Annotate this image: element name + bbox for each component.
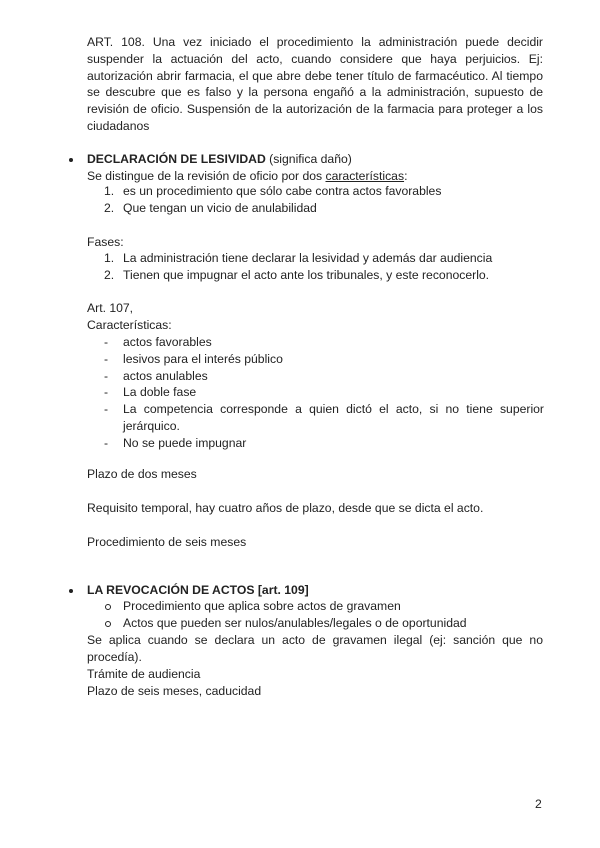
list-item xyxy=(104,200,544,217)
list-item xyxy=(104,267,544,284)
list-item xyxy=(104,351,544,368)
list-item xyxy=(104,401,544,435)
list-number: 2. xyxy=(104,200,115,215)
list-number: 1. xyxy=(104,251,115,265)
section-heading-lesividad xyxy=(87,151,543,168)
list-number: 1. xyxy=(104,184,115,198)
intro-suffix: : xyxy=(404,169,408,183)
bullet-icon xyxy=(69,589,73,593)
intro-underlined-word: características xyxy=(325,169,405,183)
list-text: No se puede impugnar xyxy=(123,435,247,450)
list-item xyxy=(104,368,544,385)
phases-list xyxy=(104,250,544,284)
list-text: actos anulables xyxy=(123,368,208,383)
list-item xyxy=(104,250,544,267)
list-text: actos favorables xyxy=(123,335,212,349)
procedimiento-text: Procedimiento de seis meses xyxy=(87,535,247,549)
caducidad-text: Plazo de seis meses, caducidad xyxy=(87,684,262,698)
page-number: 2 xyxy=(535,797,542,811)
requisito-text: Requisito temporal, hay cuatro años de plazo, desde que se dicta el acto. xyxy=(87,501,484,515)
list-text: Actos que pueden ser nulos/anulables/legales o de oportunidad xyxy=(123,615,467,630)
circle-bullet-icon xyxy=(105,621,111,627)
list-text: La doble fase xyxy=(123,385,197,400)
bullet-icon xyxy=(69,158,73,162)
list-text: lesivos para el interés público xyxy=(123,351,283,366)
revocacion-list xyxy=(104,598,544,632)
list-item xyxy=(104,598,544,615)
intro-prefix: Se distingue de la revisión de oficio por dos xyxy=(87,169,326,183)
features-list xyxy=(104,183,544,217)
list-number: 2. xyxy=(104,267,115,282)
heading-text: DECLARACIÓN DE LESIVIDAD xyxy=(87,152,266,166)
list-item xyxy=(104,183,544,200)
intro-paragraph: ART. 108. Una vez iniciado el procedimiento la administración puede decidir suspender la actuación del acto, cuando considere que haya perjuicios. Ej: autorización abrir farmacia, el que abre debe tener título de farmacéutico. Al tiempo se descubre que es falso y la persona engañó a la administración, supuesto de revisión de oficio. Suspensión de la autorización de la farmacia para proteger a los ciudadanos xyxy=(87,35,543,133)
heading-note: (significa daño) xyxy=(269,152,352,166)
list-text: Tienen que impugnar el acto ante los tribunales, y este reconocerlo. xyxy=(123,267,490,282)
list-item xyxy=(104,384,544,401)
list-text: Procedimiento que aplica sobre actos de gravamen xyxy=(123,599,401,613)
dash-marker: - xyxy=(104,402,109,417)
dash-marker: - xyxy=(104,335,109,349)
tramite-text: Trámite de audiencia xyxy=(87,667,201,681)
characteristics-list xyxy=(104,334,544,452)
list-item xyxy=(104,615,544,632)
list-text: es un procedimiento que sólo cabe contra actos favorables xyxy=(123,184,442,198)
list-item xyxy=(104,435,544,452)
list-item xyxy=(104,334,544,351)
characteristics-label: Características: xyxy=(87,318,172,332)
dash-marker: - xyxy=(104,435,109,450)
plazo-text: Plazo de dos meses xyxy=(87,467,197,481)
list-text: Que tengan un vicio de anulabilidad xyxy=(123,200,317,215)
list-text: La competencia corresponde a quien dictó el acto, si no tiene superior jerárquico. xyxy=(123,402,544,433)
phases-label: Fases: xyxy=(87,235,124,249)
dash-marker: - xyxy=(104,385,109,400)
section-heading-revocacion: LA REVOCACIÓN DE ACTOS [art. 109] xyxy=(87,583,309,597)
dash-marker: - xyxy=(104,368,109,383)
circle-bullet-icon xyxy=(105,604,111,610)
article-ref: Art. 107, xyxy=(87,301,134,315)
revocacion-paragraph: Se aplica cuando se declara un acto de gravamen ilegal (ej: sanción que no procedía). xyxy=(87,633,543,664)
list-text: La administración tiene declarar la lesividad y además dar audiencia xyxy=(123,251,493,265)
dash-marker: - xyxy=(104,351,109,366)
